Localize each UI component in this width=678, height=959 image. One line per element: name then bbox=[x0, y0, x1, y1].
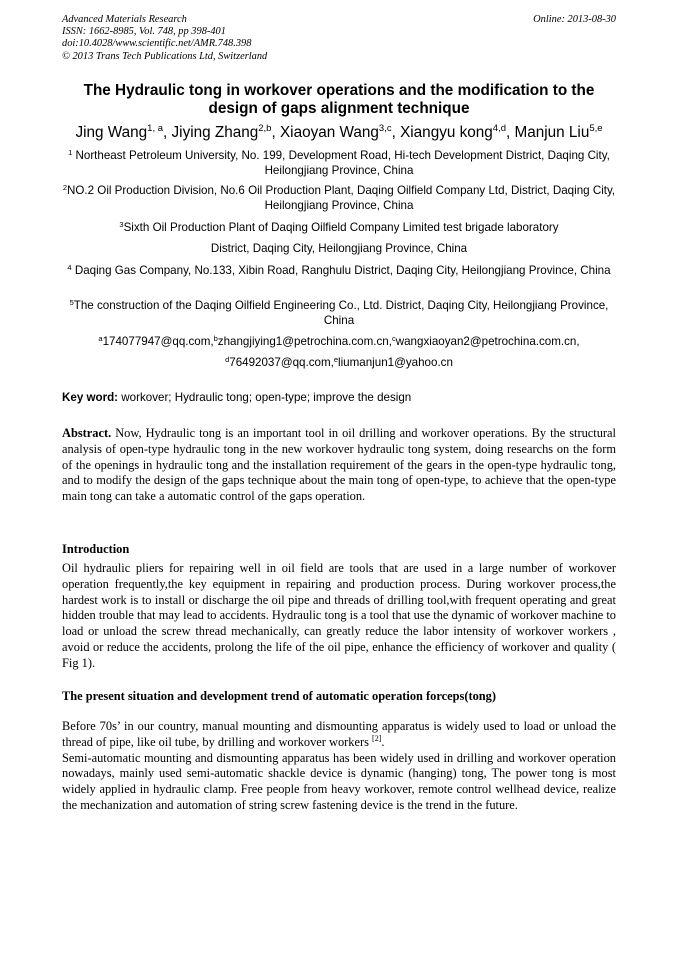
email-marker: e bbox=[333, 355, 339, 364]
affiliation-marker: 2 bbox=[62, 183, 68, 192]
affiliation-text: The construction of the Daqing Oilfield Engineering Co., Ltd. District, Daqing City, Heilongjiang Province, China bbox=[73, 299, 609, 327]
author-list bbox=[40, 124, 638, 142]
affiliation-text: NO.2 Oil Production Division, No.6 Oil Production Plant, Daqing Oilfield Company Ltd, District, Daqing City, Heilongjiang Province, China bbox=[67, 184, 616, 212]
introduction-paragraph: Oil hydraulic pliers for repairing well in oil field are tools that are used in a large number of workover operation frequently,the key equipment in repairing and production process. During workover process,the hardest work is to install or discharge the oil pipe and threads of drilling tool,with frequent operating and great hidden trouble that may lead to accidents. Hydraulic tong is a tool that use the dynamic of workover machine to load or unload the screw thread mechanically, can greatly reduce the labor intensity of workover workers , avoid or reduce the accidents, prolong the life of the oil pipe, enhance the efficiency of workover and quality ( Fig 1). bbox=[62, 561, 616, 670]
journal-header bbox=[62, 14, 616, 63]
citation-ref: [2] bbox=[372, 733, 382, 743]
author-separator: , bbox=[271, 124, 280, 141]
title-line-2: design of gaps alignment technique bbox=[208, 100, 470, 117]
section-body-present-situation bbox=[62, 719, 616, 814]
keywords bbox=[62, 390, 616, 405]
author-affiliation-marker: 3,c bbox=[378, 123, 392, 134]
email-list bbox=[62, 334, 616, 370]
email-address: liumanjun1@yahoo.cn bbox=[338, 356, 453, 369]
affiliation-marker: 1 bbox=[68, 148, 73, 157]
doi-line: doi:10.4028/www.scientific.net/AMR.748.398 bbox=[62, 38, 252, 50]
email-marker: d bbox=[225, 355, 230, 364]
author-affiliation-marker: 4,d bbox=[492, 123, 506, 134]
keywords-label: Key word: bbox=[62, 391, 119, 404]
affiliation-text: Northeast Petroleum University, No. 199, Development Road, Hi-tech Development District, Daqing City, Heilongjiang Province, China bbox=[72, 149, 610, 177]
email-marker: b bbox=[213, 334, 218, 343]
online-date: Online: 2013-08-30 bbox=[533, 14, 616, 25]
author-affiliation-marker: 2,b bbox=[258, 123, 272, 134]
author-affiliation-marker: 5,e bbox=[589, 123, 603, 134]
email-marker: a bbox=[98, 334, 103, 343]
author-affiliation-marker: 1, a bbox=[147, 123, 164, 134]
affiliation-text: Daqing Gas Company, No.133, Xibin Road, Ranghulu District, Daqing City, Heilongjiang Province, China bbox=[71, 264, 611, 277]
affiliation-5 bbox=[62, 298, 616, 328]
journal-name: Advanced Materials Research bbox=[62, 14, 187, 25]
author-name: Jing Wang bbox=[75, 124, 148, 141]
affiliation-marker: 4 bbox=[67, 263, 72, 272]
title-line-1: The Hydraulic tong in workover operations and the modification to the bbox=[83, 82, 595, 99]
affiliation-text-continued: District, Daqing City, Heilongjiang Province, China bbox=[210, 242, 468, 255]
affiliation-4 bbox=[62, 263, 616, 278]
copyright-line: © 2013 Trans Tech Publications Ltd, Switzerland bbox=[62, 50, 268, 62]
email-address: 174077947@qq.com, bbox=[102, 335, 214, 348]
author-separator: , bbox=[163, 124, 172, 141]
email-marker: c bbox=[391, 334, 396, 343]
author-separator: , bbox=[506, 124, 515, 141]
section-paragraph-2: Semi-automatic mounting and dismounting apparatus has been widely used in drilling and workover operation nowadays, mainly used semi-automatic shackle device is dynamic (hanging) tong, The power tong is most widely applied in hydraulic clamp. Free people from heavy workover, remote control wellhead device, realize the mechanization and automation of string screw fastening device is the trend in the future. bbox=[62, 750, 616, 812]
affiliation-2 bbox=[62, 183, 616, 213]
author-name: Xiangyu kong bbox=[400, 124, 493, 141]
affiliation-1 bbox=[62, 148, 616, 178]
author-separator: , bbox=[391, 124, 401, 141]
email-address: zhangjiying1@petrochina.com.cn, bbox=[217, 335, 392, 348]
issn-line: ISSN: 1662-8985, Vol. 748, pp 398-401 bbox=[62, 26, 226, 38]
keywords-text: workover; Hydraulic tong; open-type; improve the design bbox=[118, 391, 412, 404]
author-name: Manjun Liu bbox=[514, 124, 590, 141]
section-heading-present-situation: The present situation and development trend of automatic operation forceps(tong) bbox=[62, 689, 497, 703]
affiliation-marker: 5 bbox=[69, 298, 74, 307]
abstract-text: Now, Hydraulic tong is an important tool in oil drilling and workover operations. By the structural analysis of open-type hydraulic tong in the new workover hydraulic tong system, doing researchs on the form of the openings in hydraulic tong and the installation requirement of the gears in the open-type hydraulic tong, and to modify the design of the gaps technique about the main tong of open-type, to achieve that the open-type main tong can take a automatic control of the gaps operation. bbox=[62, 426, 616, 504]
author-name: Xiaoyan Wang bbox=[279, 124, 379, 141]
author-name: Jiying Zhang bbox=[171, 124, 259, 141]
email-address: 76492037@qq.com, bbox=[229, 356, 334, 369]
section-paragraph-1: Before 70s’ in our country, manual mounting and dismounting apparatus is widely used to load or unload the thread of pipe, like oil tube, by drilling and workover workers [2]. bbox=[62, 719, 616, 749]
paper-title bbox=[62, 82, 616, 118]
affiliation-marker: 3 bbox=[119, 220, 124, 229]
affiliation-text: Sixth Oil Production Plant of Daqing Oilfield Company Limited test brigade laboratory bbox=[123, 221, 559, 234]
abstract bbox=[62, 426, 616, 505]
introduction-heading: Introduction bbox=[62, 542, 130, 556]
abstract-label: Abstract. bbox=[62, 426, 112, 440]
email-address: wangxiaoyan2@petrochina.com.cn, bbox=[395, 335, 580, 348]
affiliation-3 bbox=[62, 220, 616, 256]
